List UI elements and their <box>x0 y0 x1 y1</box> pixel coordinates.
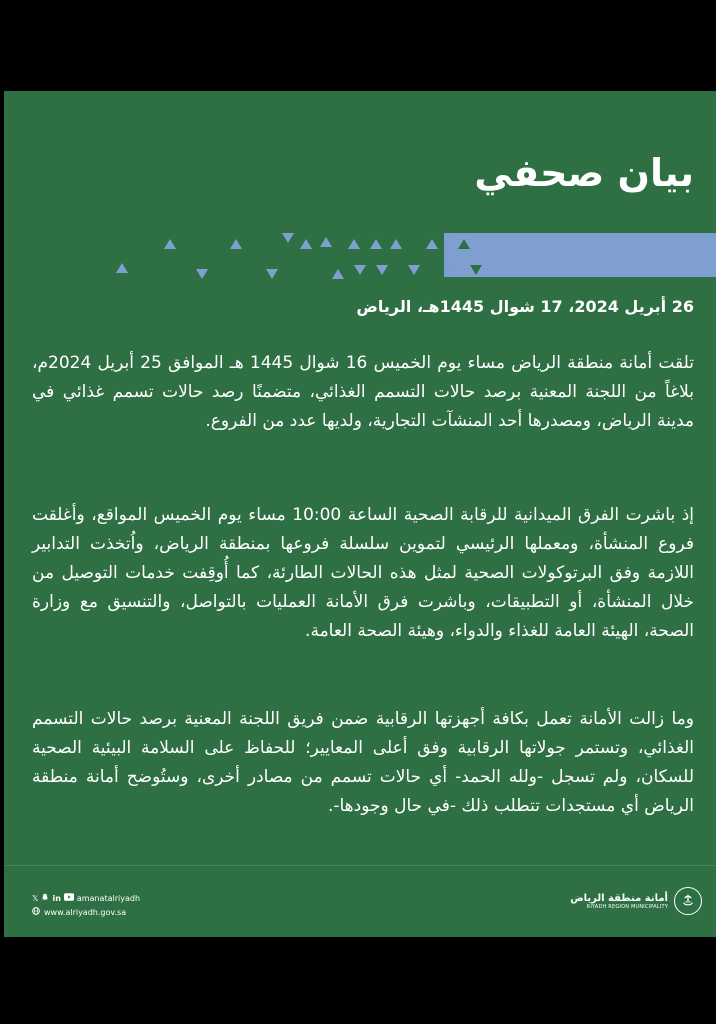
website-link[interactable] <box>32 907 126 917</box>
page-title: بيان صحفي <box>474 151 694 195</box>
paragraph-3: وما زالت الأمانة تعمل بكافة أجهزتها الرقابية ضمن فريق اللجنة المعنية برصد حالات التسمم الغذائي، وتستمر جولاتها الرقابية وفق أعلى المعايير؛ للحفاظ على السلامة البيئية الصحية للسكان، ولم تسجل -ولله الحمد- أي حالات تسمم من مصادر أخرى، وستُوضح أمانة منطقة الرياض أي مستجدات تتطلب ذلك -في حال وجودها-. <box>32 709 694 816</box>
pattern-triangle <box>390 239 402 249</box>
emblem-icon <box>674 887 702 915</box>
paragraph-1: تلقت أمانة منطقة الرياض مساء يوم الخميس 16 شوال 1445 هـ الموافق 25 أبريل 2024م، بلاغاً من اللجنة المعنية برصد حالات التسمم الغذائي، متضمنًا رصد حالات تسمم غذائي في مدينة الرياض، ومصدرها أحد المنشآت التجارية، ولديها عدد من الفروع. <box>32 353 694 431</box>
pattern-triangle <box>354 265 366 275</box>
footer-divider <box>4 865 716 866</box>
org-name-ar: أمانة منطقة الرياض <box>570 892 668 904</box>
youtube-icon[interactable] <box>64 893 74 903</box>
globe-icon <box>32 907 40 917</box>
website-url: www.alriyadh.gov.sa <box>44 907 127 917</box>
org-logo <box>570 887 702 915</box>
pattern-triangle <box>376 265 388 275</box>
pattern-triangle <box>266 269 278 279</box>
org-name <box>570 893 668 910</box>
pattern-triangle <box>444 265 456 275</box>
pattern-triangle <box>370 239 382 249</box>
pattern-triangle <box>230 239 242 249</box>
social-links <box>32 893 140 903</box>
pattern-triangle <box>332 269 344 279</box>
pattern-triangle <box>116 263 128 273</box>
pattern-triangle <box>426 239 438 249</box>
pattern-triangle <box>348 239 360 249</box>
x-icon[interactable]: 𝕏 <box>32 893 39 903</box>
pattern-triangle <box>196 269 208 279</box>
pattern-triangle <box>470 265 482 275</box>
linkedin-icon[interactable]: in <box>52 893 61 903</box>
pattern-triangle <box>408 265 420 275</box>
dateline: 26 أبريل 2024، 17 شوال 1445هـ، الرياض <box>356 297 694 316</box>
pattern-triangle <box>164 239 176 249</box>
pattern-triangle <box>282 233 294 243</box>
press-release-card <box>4 91 716 937</box>
org-name-en: RIYADH REGION MUNICIPALITY <box>586 903 668 910</box>
paragraph-2: إذ باشرت الفرق الميدانية للرقابة الصحية الساعة 10:00 مساء يوم الخميس المواقع، وأغلقت فروع المنشأة، ومعملها الرئيسي لتموين سلسلة فروعها بمنطقة الرياض، واُتخذت التدابير اللازمة وفق البرتوكولات الصحية لمثل هذه الحالات الطارئة، كما أُوقِفت خدمات التوصيل من خلال المنشأة، أو التطبيقات، وباشرت فرق الأمانة العمليات بالتواصل، والتنسيق مع وزارة الصحة، الهيئة العامة للغذاء والدواء، وهيئة الصحة العامة. <box>32 505 694 641</box>
snapchat-icon[interactable] <box>41 893 49 903</box>
pattern-triangle <box>300 239 312 249</box>
accent-band <box>444 233 716 277</box>
social-handle[interactable]: amanatalriyadh <box>76 893 141 903</box>
pattern-triangle <box>458 239 470 249</box>
pattern-triangle <box>320 237 332 247</box>
